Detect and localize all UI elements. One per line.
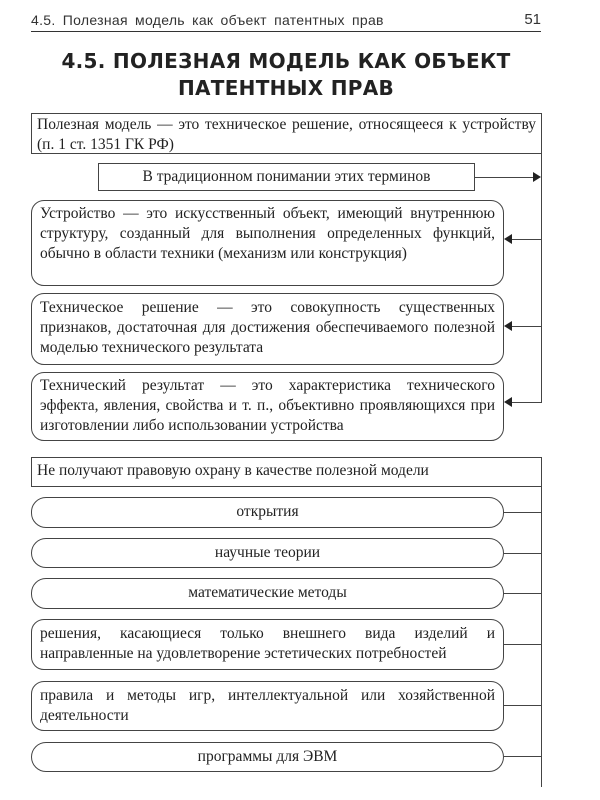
connector-line bbox=[504, 553, 542, 554]
utility-model-definition-box bbox=[31, 113, 542, 154]
chapter-title bbox=[31, 48, 541, 102]
arrow-left-icon bbox=[504, 397, 512, 407]
term-technical-solution-text: Техническое решение — это совокупность существенных признаков, достаточная для достижения обеспечиваемого полезной моделью технического результата bbox=[40, 299, 495, 356]
exclusion-item bbox=[31, 538, 504, 568]
exclusion-item bbox=[31, 681, 504, 731]
traditional-meaning-text: В традиционном понимании этих терминов bbox=[142, 168, 431, 185]
connector-line bbox=[511, 239, 542, 240]
exclusion-item bbox=[31, 742, 504, 772]
connector-line bbox=[504, 705, 542, 706]
chapter-title-line2: ПАТЕНТНЫХ ПРАВ bbox=[177, 76, 395, 100]
exclusion-item-text: математические методы bbox=[188, 584, 347, 601]
connector-spine bbox=[541, 487, 542, 787]
chapter-title-line1: 4.5. ПОЛЕЗНАЯ МОДЕЛЬ КАК ОБЪЕКТ bbox=[61, 49, 511, 73]
term-box-technical-result bbox=[31, 372, 504, 441]
connector-line bbox=[504, 644, 542, 645]
exclusion-item bbox=[31, 578, 504, 609]
exclusion-item-text: научные теории bbox=[214, 544, 321, 561]
page-number: 51 bbox=[524, 11, 541, 28]
arrow-left-icon bbox=[504, 234, 512, 244]
exclusion-item-text: программы для ЭВМ bbox=[197, 748, 338, 765]
exclusions-header-text: Не получают правовую охрану в качестве полезной модели bbox=[37, 462, 429, 479]
exclusion-item-text: открытия bbox=[236, 503, 299, 520]
connector-spine bbox=[541, 154, 542, 403]
connector-line bbox=[504, 756, 542, 757]
exclusion-item-text: правила и методы игр, интеллектуальной или хозяйственной деятельности bbox=[40, 687, 495, 724]
exclusion-item-text: решения, касающиеся только внешнего вида изделий и направленные на удовлетворение эстетических потребностей bbox=[40, 625, 495, 662]
connector-line bbox=[504, 512, 542, 513]
exclusion-item bbox=[31, 619, 504, 670]
term-technical-result-text: Технический результат — это характеристика технического эффекта, явления, свойства и т. п., объективно проявляющихся при изготовлении либо использовании устройства bbox=[40, 377, 495, 434]
exclusions-header-box bbox=[31, 457, 542, 487]
connector-line bbox=[504, 593, 542, 594]
connector-line bbox=[511, 402, 542, 403]
exclusion-item bbox=[31, 497, 504, 528]
term-device-text: Устройство — это искусственный объект, имеющий внутреннюю структуру, созданный для выполнения определенных функций, обычно в области техники (механизм или конструкция) bbox=[40, 205, 495, 262]
arrow-left-icon bbox=[504, 321, 512, 331]
utility-model-definition-text: Полезная модель — это техническое решение, относящееся к устройству (п. 1 ст. 1351 ГК РФ) bbox=[37, 116, 536, 153]
connector-line bbox=[475, 177, 534, 178]
traditional-meaning-box bbox=[98, 163, 475, 191]
connector-line bbox=[511, 326, 542, 327]
term-box-device bbox=[31, 200, 504, 286]
running-head-title: 4.5. Полезная модель как объект патентных прав bbox=[31, 12, 384, 28]
running-head bbox=[31, 9, 541, 32]
arrow-right-icon bbox=[533, 172, 541, 182]
term-box-technical-solution bbox=[31, 293, 504, 365]
